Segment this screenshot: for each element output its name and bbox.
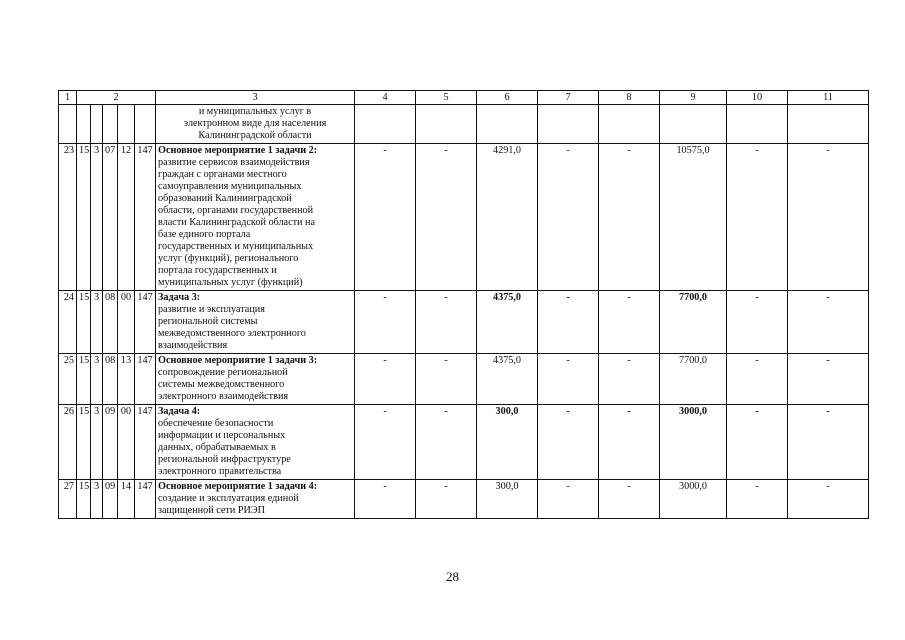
description-cell [156, 291, 355, 354]
header-cell-11: 11 [788, 91, 869, 105]
code-cell: 07 [103, 144, 118, 291]
value-cell-8: - [599, 144, 660, 291]
header-cell-2: 2 [77, 91, 156, 105]
table-body [59, 91, 869, 519]
value-cell-6: 4375,0 [477, 291, 538, 354]
code-cell: 13 [118, 354, 135, 405]
table-row [59, 354, 869, 405]
description-line: информации и персональных [158, 430, 286, 441]
value-cell-10: - [727, 354, 788, 405]
row-number: 27 [59, 480, 77, 519]
code-cell: 3 [91, 480, 103, 519]
code-cell: 147 [135, 144, 156, 291]
description-line: образований Калининградской [158, 193, 292, 204]
code-cell: 08 [103, 291, 118, 354]
code-cell: 147 [135, 480, 156, 519]
value-cell-8: - [599, 480, 660, 519]
code-cell: 00 [118, 405, 135, 480]
code-cell: 147 [135, 291, 156, 354]
value-cell-7: - [538, 405, 599, 480]
value-cell-9: 7700,0 [660, 291, 727, 354]
description-line: обеспечение безопасности [158, 418, 274, 429]
header-cell-10: 10 [727, 91, 788, 105]
header-cell-5: 5 [416, 91, 477, 105]
code-cell: 15 [77, 354, 91, 405]
budget-table [58, 90, 869, 519]
description-line: базе единого портала [158, 229, 251, 240]
description-line: области, органами государственной [158, 205, 314, 216]
value-cell-4: - [355, 354, 416, 405]
header-cell-4: 4 [355, 91, 416, 105]
description-line: данных, обрабатываемых в [158, 442, 276, 453]
description-cell [156, 144, 355, 291]
description-heading: Задача 3: [158, 292, 201, 303]
code-cell: 15 [77, 291, 91, 354]
value-cell-11: - [788, 144, 869, 291]
description-line: сопровождение региональной [158, 367, 288, 378]
value-cell-6: 300,0 [477, 405, 538, 480]
code-cell: 15 [77, 405, 91, 480]
code-cell: 00 [118, 291, 135, 354]
continuation-line: Калининградской области [198, 130, 312, 141]
table-row [59, 405, 869, 480]
description-cell [156, 480, 355, 519]
row-number: 25 [59, 354, 77, 405]
code-cell: 09 [103, 480, 118, 519]
description-line: самоуправления муниципальных [158, 181, 302, 192]
row-number: 23 [59, 144, 77, 291]
value-cell-10: - [727, 405, 788, 480]
value-cell-4: - [355, 480, 416, 519]
description-line: власти Калининградской области на [158, 217, 316, 228]
value-cell-7: - [538, 144, 599, 291]
value-cell-10: - [727, 480, 788, 519]
page-number: 28 [446, 569, 459, 584]
header-cell-3: 3 [156, 91, 355, 105]
value-cell-7: - [538, 480, 599, 519]
table-row [59, 144, 869, 291]
code-cell: 3 [91, 291, 103, 354]
value-cell-10: - [727, 291, 788, 354]
description-line: развитие и эксплуатация [158, 304, 265, 315]
description-line: электронного правительства [158, 466, 282, 477]
header-cell-1: 1 [59, 91, 77, 105]
value-cell-5: - [416, 480, 477, 519]
code-cell: 08 [103, 354, 118, 405]
value-cell-7: - [538, 291, 599, 354]
description-line: муниципальных услуг (функций) [158, 277, 303, 288]
description-line: межведомственного электронного [158, 328, 306, 339]
code-cell: 3 [91, 144, 103, 291]
value-cell-4: - [355, 405, 416, 480]
value-cell-8: - [599, 354, 660, 405]
value-cell-9: 3000,0 [660, 480, 727, 519]
description-line: электронного взаимодействия [158, 391, 289, 402]
description-line: региональной инфраструктуре [158, 454, 291, 465]
row-number: 24 [59, 291, 77, 354]
header-cell-9: 9 [660, 91, 727, 105]
code-cell: 09 [103, 405, 118, 480]
value-cell-6: 300,0 [477, 480, 538, 519]
value-cell-4: - [355, 144, 416, 291]
value-cell-4: - [355, 291, 416, 354]
description-line: взаимодействия [158, 340, 228, 351]
code-cell: 12 [118, 144, 135, 291]
description-line: государственных и муниципальных [158, 241, 314, 252]
description-line: услуг (функций), регионального [158, 253, 299, 264]
value-cell-5: - [416, 405, 477, 480]
header-cell-6: 6 [477, 91, 538, 105]
description-heading: Задача 4: [158, 406, 201, 417]
value-cell-6: 4291,0 [477, 144, 538, 291]
value-cell-8: - [599, 291, 660, 354]
description-cell [156, 405, 355, 480]
value-cell-11: - [788, 405, 869, 480]
code-cell: 15 [77, 144, 91, 291]
row-number: 26 [59, 405, 77, 480]
description-line: защищенной сети РИЭП [158, 505, 265, 516]
continuation-text [156, 105, 355, 144]
description-line: региональной системы [158, 316, 258, 327]
code-cell: 147 [135, 405, 156, 480]
code-cell: 3 [91, 354, 103, 405]
value-cell-5: - [416, 144, 477, 291]
continuation-line: и муниципальных услуг в [198, 106, 312, 117]
description-line: портала государственных и [158, 265, 277, 276]
description-line: системы межведомственного [158, 379, 285, 390]
value-cell-8: - [599, 405, 660, 480]
code-cell: 3 [91, 405, 103, 480]
description-cell [156, 354, 355, 405]
table-row [59, 291, 869, 354]
description-line: граждан с органами местного [158, 169, 287, 180]
value-cell-9: 3000,0 [660, 405, 727, 480]
value-cell-10: - [727, 144, 788, 291]
table-row [59, 480, 869, 519]
description-line: создание и эксплуатация единой [158, 493, 299, 504]
header-row [59, 91, 869, 105]
description-line: развитие сервисов взаимодействия [158, 157, 310, 168]
value-cell-11: - [788, 480, 869, 519]
description-heading: Основное мероприятие 1 задачи 2: [158, 145, 318, 156]
code-cell: 15 [77, 480, 91, 519]
value-cell-11: - [788, 291, 869, 354]
value-cell-6: 4375,0 [477, 354, 538, 405]
value-cell-9: 10575,0 [660, 144, 727, 291]
header-cell-8: 8 [599, 91, 660, 105]
code-cell: 147 [135, 354, 156, 405]
value-cell-11: - [788, 354, 869, 405]
description-heading: Основное мероприятие 1 задачи 3: [158, 355, 318, 366]
header-cell-7: 7 [538, 91, 599, 105]
description-heading: Основное мероприятие 1 задачи 4: [158, 481, 318, 492]
continuation-line: электронном виде для населения [183, 118, 327, 129]
continuation-row [59, 105, 869, 144]
value-cell-9: 7700,0 [660, 354, 727, 405]
code-cell: 14 [118, 480, 135, 519]
value-cell-5: - [416, 354, 477, 405]
value-cell-7: - [538, 354, 599, 405]
value-cell-5: - [416, 291, 477, 354]
